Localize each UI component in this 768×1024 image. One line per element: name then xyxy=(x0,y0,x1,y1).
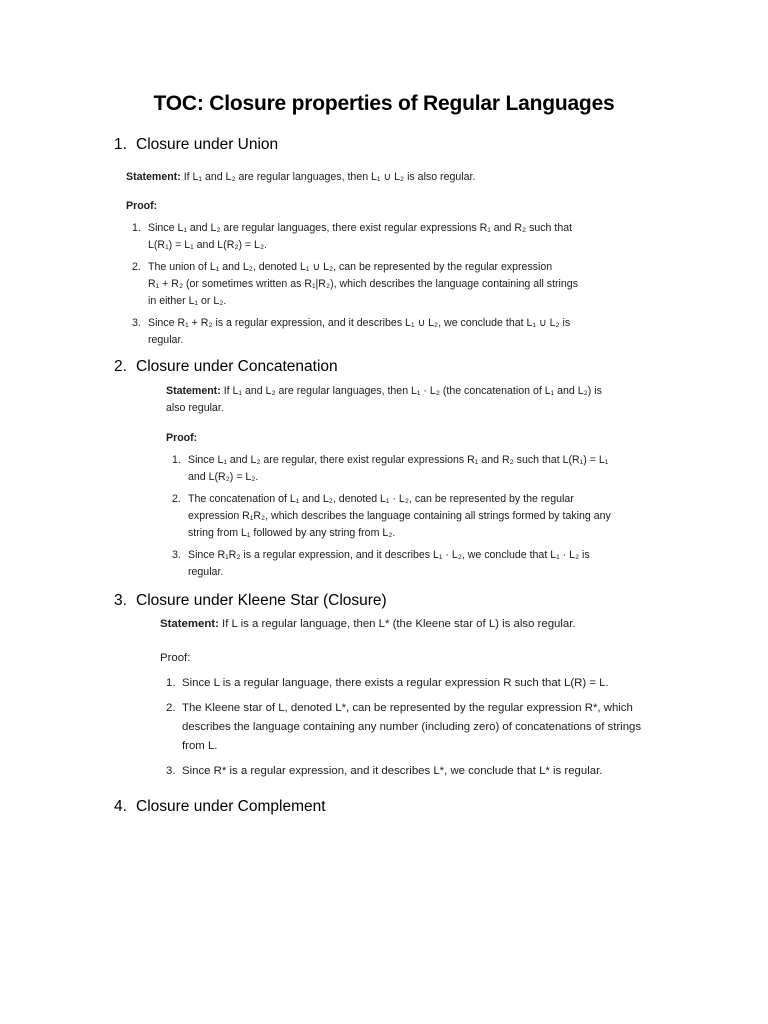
proof-step xyxy=(166,491,686,542)
step-text: string from L₁ followed by any string from L₂. xyxy=(188,527,396,539)
step-number: 2. xyxy=(132,261,141,273)
proof-steps xyxy=(160,674,700,781)
step-text: The union of L₁ and L₂, denoted L₁ ∪ L₂, can be represented by the regular expression xyxy=(148,261,553,273)
section-1-heading xyxy=(114,136,278,154)
step-text: The Kleene star of L, denoted L*, can be represented by the regular expression R*, which xyxy=(182,702,633,714)
step-text: Since R₁R₂ is a regular expression, and it describes L₁ · L₂, we conclude that L₁ · L₂ is xyxy=(188,549,590,561)
step-text: R₁ + R₂ (or sometimes written as R₁|R₂), which describes the language containing all strings xyxy=(148,278,578,290)
statement-label: Statement: xyxy=(166,385,221,397)
statement xyxy=(126,169,686,186)
step-text: L(R₁) = L₁ and L(R₂) = L₂. xyxy=(148,239,268,251)
step-text: The concatenation of L₁ and L₂, denoted L₁ · L₂, can be represented by the regular xyxy=(188,493,574,505)
section-3-heading xyxy=(114,592,387,610)
section-2-body xyxy=(166,383,686,581)
statement-label: Statement: xyxy=(126,171,181,183)
section-number: 2. xyxy=(114,358,127,375)
section-title: Closure under Kleene Star (Closure) xyxy=(136,592,387,609)
proof-label: Proof: xyxy=(160,652,191,664)
statement-text: If L is a regular language, then L* (the Kleene star of L) is also regular. xyxy=(222,618,576,630)
step-number: 3. xyxy=(172,549,181,561)
proof-label: Proof: xyxy=(126,200,158,212)
step-number: 1. xyxy=(166,677,176,689)
step-text: Since L₁ and L₂ are regular languages, there exist regular expressions R₁ and R₂ such that xyxy=(148,222,573,234)
step-text: and L(R₂) = L₂. xyxy=(188,471,259,483)
section-number: 1. xyxy=(114,136,127,153)
step-text: from L. xyxy=(182,740,218,752)
section-number: 3. xyxy=(114,592,127,609)
section-3-body xyxy=(160,615,700,781)
proof-step xyxy=(166,547,686,581)
proof-step xyxy=(126,220,686,254)
step-text: Since L is a regular language, there exists a regular expression R such that L(R) = L. xyxy=(182,677,609,689)
step-text: expression R₁R₂, which describes the language containing all strings formed by taking any xyxy=(188,510,611,522)
step-number: 2. xyxy=(172,493,181,505)
step-text: Since R₁ + R₂ is a regular expression, and it describes L₁ ∪ L₂, we conclude that L₁ ∪ L₂ is xyxy=(148,317,571,329)
proof-step xyxy=(126,259,686,310)
proof-label: Proof: xyxy=(166,432,198,444)
page-title: TOC: Closure properties of Regular Languages xyxy=(153,92,615,115)
proof-step xyxy=(160,674,700,693)
statement-text: also regular. xyxy=(166,402,224,414)
statement xyxy=(166,383,686,417)
statement xyxy=(160,615,700,634)
statement-text: If L₁ and L₂ are regular languages, then L₁ · L₂ (the concatenation of L₁ and L₂) is xyxy=(223,385,602,397)
proof-steps xyxy=(126,220,686,349)
section-1-body xyxy=(126,169,686,349)
step-number: 2. xyxy=(166,702,176,714)
section-4-heading xyxy=(114,798,326,816)
proof-step xyxy=(166,452,686,486)
statement-text: If L₁ and L₂ are regular languages, then L₁ ∪ L₂ is also regular. xyxy=(183,171,476,183)
step-text: Since L₁ and L₂ are regular, there exist regular expressions R₁ and R₂ such that L(R₁) = L₁ xyxy=(188,454,609,466)
proof-steps xyxy=(166,452,686,581)
step-text: regular. xyxy=(148,334,184,346)
step-number: 3. xyxy=(132,317,141,329)
section-title: Closure under Complement xyxy=(136,798,326,815)
step-number: 1. xyxy=(172,454,181,466)
proof-step xyxy=(126,315,686,349)
section-number: 4. xyxy=(114,798,127,815)
step-number: 3. xyxy=(166,765,176,777)
step-text: Since R* is a regular expression, and it describes L*, we conclude that L* is regular. xyxy=(182,765,603,777)
step-text: describes the language containing any number (including zero) of concatenations of strings xyxy=(182,721,642,733)
statement-label: Statement: xyxy=(160,618,219,630)
step-number: 1. xyxy=(132,222,141,234)
section-title: Closure under Concatenation xyxy=(136,358,338,375)
proof-step xyxy=(160,699,700,756)
proof-step xyxy=(160,762,700,781)
section-2-heading xyxy=(114,358,338,376)
step-text: regular. xyxy=(188,566,224,578)
step-text: in either L₁ or L₂. xyxy=(148,295,227,307)
section-title: Closure under Union xyxy=(136,136,279,153)
